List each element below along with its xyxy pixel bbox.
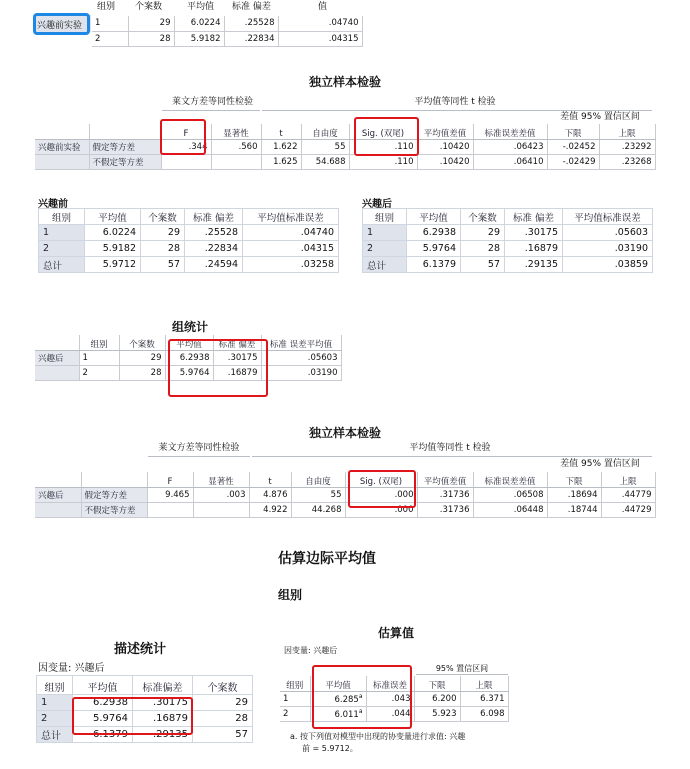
table-cell: .04740: [243, 225, 339, 241]
col-header-mean: 平均值: [187, 2, 215, 12]
table-cell: 29: [119, 350, 165, 365]
table-cell: .25528: [224, 16, 278, 31]
col-header-n: 个案数: [135, 2, 163, 12]
table-cell: .344: [161, 139, 211, 154]
estimates-note-line2: 前 = 5.9712。: [302, 744, 358, 753]
column-header: 显著性: [211, 124, 261, 139]
top-stats-table: [92, 16, 363, 47]
col-header-group: 组别: [97, 2, 116, 12]
estimates-note-line1: a. 按下列值对模型中出现的协变量进行求值: 兴趣: [290, 732, 466, 741]
table-cell: 57: [461, 257, 505, 273]
table-cell: .044: [366, 706, 414, 721]
table-cell: .03258: [243, 257, 339, 273]
table-cell: .16879: [505, 241, 563, 257]
column-header: F: [147, 472, 193, 487]
table-cell: 1: [79, 350, 119, 365]
column-header: 组别: [363, 209, 407, 225]
table-cell: 28: [119, 365, 165, 380]
table-cell: .16879: [213, 365, 261, 380]
table-cell: [161, 154, 211, 169]
estimates-title: 估算值: [378, 626, 415, 640]
table-cell: .110: [349, 154, 417, 169]
table-cell: .03190: [261, 365, 341, 380]
table-cell: .24594: [185, 257, 243, 273]
table-cell: 29: [461, 225, 505, 241]
group-stats-title: 组统计: [171, 320, 208, 334]
column-header: 组别: [39, 209, 85, 225]
table-cell: 4.876: [249, 487, 291, 502]
footnote-marker: a: [358, 707, 363, 715]
column-header: 个案数: [119, 335, 165, 350]
row-label: [35, 365, 79, 380]
estimates-ci-header: 95% 置信区间: [435, 664, 489, 673]
table-cell: 6.371: [460, 691, 508, 706]
row-label: 兴趣后: [35, 350, 79, 365]
table-cell: -.02452: [547, 139, 599, 154]
row-label-pre-experiment: 兴趣前实验: [35, 15, 91, 32]
table-cell: .04315: [243, 241, 339, 257]
table-cell: .44729: [601, 502, 655, 517]
table-cell: 6.1379: [407, 257, 461, 273]
estimate-value: 6.011: [334, 709, 359, 720]
table-cell: 29: [193, 695, 253, 711]
column-header: 显著性: [193, 472, 249, 487]
column-header: 平均值差值: [417, 124, 473, 139]
row-label: [35, 154, 89, 169]
post-table: [362, 208, 653, 273]
row-sublabel: 不假定等方差: [89, 154, 161, 169]
highlight-mean-sd: [168, 339, 268, 397]
table-cell: [211, 154, 261, 169]
column-header: 平均值: [165, 335, 213, 350]
footnote-marker: a: [358, 692, 363, 700]
table-cell: .44779: [601, 487, 655, 502]
estimate-value: 6.285: [334, 694, 359, 705]
table-cell: 6.2938: [407, 225, 461, 241]
pre-table: [38, 208, 339, 273]
column-header: 标准 误差平均值: [261, 335, 341, 350]
highlight-f: [160, 119, 206, 155]
table-cell: 44.268: [291, 502, 345, 517]
column-header: 自由度: [301, 124, 349, 139]
table-cell: 54.688: [301, 154, 349, 169]
table-cell: 55: [301, 139, 349, 154]
table-cell: .22834: [224, 31, 278, 46]
selection-highlight: [33, 13, 90, 35]
table-row: [39, 225, 339, 241]
column-header: t: [261, 124, 301, 139]
table-cell: .23292: [599, 139, 655, 154]
table-cell: 1: [363, 225, 407, 241]
table-cell: .05603: [563, 225, 653, 241]
table-cell: .25528: [185, 225, 243, 241]
table-cell: 2: [92, 31, 128, 46]
ttest2-ci-header: 差值 95% 置信区间: [560, 459, 640, 469]
table-row: [92, 16, 362, 31]
ttest1-ci-header: 差值 95% 置信区间: [560, 112, 640, 122]
table-cell: 2: [37, 711, 73, 727]
ttest2-ttest-header: 平均值等同性 t 检验: [409, 443, 491, 453]
table-row: [92, 31, 362, 46]
table-cell: [193, 502, 249, 517]
table-cell: 1: [92, 16, 128, 31]
highlight-estimates: [312, 665, 412, 729]
column-header: t: [249, 472, 291, 487]
table-cell: 9.465: [147, 487, 193, 502]
column-header: 组别: [79, 335, 119, 350]
column-header: Sig. (双尾): [345, 472, 417, 487]
ttest1-levene-header: 莱文方差等同性检验: [171, 97, 253, 107]
table-cell: 4.922: [249, 502, 291, 517]
column-header: 标准误差: [366, 676, 414, 691]
column-header: 组别: [280, 676, 310, 691]
column-header: 个案数: [461, 209, 505, 225]
table-cell: 57: [193, 727, 253, 743]
row-label: 兴趣后: [35, 487, 81, 502]
table-cell: .04315: [278, 31, 362, 46]
table-cell: .06448: [473, 502, 547, 517]
table-cell: .04740: [278, 16, 362, 31]
table-cell: 28: [141, 241, 185, 257]
table-cell: 1: [280, 691, 310, 706]
table-cell: .30175: [213, 350, 261, 365]
highlight-sig2: [348, 470, 416, 508]
table-cell: .06410: [473, 154, 547, 169]
table-cell: .03190: [563, 241, 653, 257]
table-cell: 6.0224: [174, 16, 224, 31]
row-label: [35, 502, 81, 517]
table-cell: 29: [141, 225, 185, 241]
row-label: 兴趣前实验: [35, 139, 89, 154]
post-table-title: 兴趣后: [362, 199, 392, 210]
column-header: 平均值: [73, 676, 133, 695]
table-cell: 29: [128, 16, 174, 31]
table-cell: 6.2938: [165, 350, 213, 365]
ttest2-grid: [35, 472, 656, 518]
row-sublabel: 假定等方差: [81, 487, 147, 502]
column-header: 标准误差差值: [473, 472, 547, 487]
table-cell: .29135: [133, 727, 193, 743]
table-cell: 6.200: [414, 691, 460, 706]
table-cell: 2: [363, 241, 407, 257]
ttest2-levene-header: 莱文方差等同性检验: [158, 443, 240, 453]
table-cell: .03859: [563, 257, 653, 273]
column-header: 组别: [37, 676, 73, 695]
table-row: [35, 487, 655, 502]
column-header: 平均值: [407, 209, 461, 225]
column-header: 上限: [599, 124, 655, 139]
table-row: [39, 241, 339, 257]
table-cell: [147, 502, 193, 517]
table-cell: 5.9712: [85, 257, 141, 273]
table-cell: .22834: [185, 241, 243, 257]
table-cell: .18694: [547, 487, 601, 502]
column-header: Sig. (双尾): [349, 124, 417, 139]
table-cell: 6.1379: [73, 727, 133, 743]
column-header: 平均值标准误差: [243, 209, 339, 225]
emm-title: 估算边际平均值: [278, 551, 376, 567]
table-cell: .05603: [261, 350, 341, 365]
column-header: 标准误差差值: [473, 124, 547, 139]
table-cell: .043: [366, 691, 414, 706]
table-cell: 1: [37, 695, 73, 711]
table-cell: 2: [39, 241, 85, 257]
column-header: 标准 偏差: [213, 335, 261, 350]
table-row: [39, 257, 339, 273]
ttest1-title: 独立样本检验: [308, 75, 381, 89]
row-sublabel: 假定等方差: [89, 139, 161, 154]
table-cell: 5.9764: [73, 711, 133, 727]
column-header: 下限: [414, 676, 460, 691]
column-header: 个案数: [193, 676, 253, 695]
table-cell: 2: [280, 706, 310, 721]
table-cell: .31736: [417, 502, 473, 517]
pre-table-title: 兴趣前: [38, 199, 68, 210]
highlight-desc: [72, 697, 193, 735]
column-header: 上限: [460, 676, 508, 691]
table-cell: .30175: [505, 225, 563, 241]
table-cell: .29135: [505, 257, 563, 273]
table-row: [35, 154, 655, 169]
table-cell: .06508: [473, 487, 547, 502]
row-sublabel: 不假定等方差: [81, 502, 147, 517]
table-cell: .16879: [133, 711, 193, 727]
col-header-se: 值: [318, 2, 328, 12]
table-cell: 总计: [39, 257, 85, 273]
desc-dep-var: 因变量: 兴趣后: [38, 663, 105, 674]
table-cell: 6.098: [460, 706, 508, 721]
column-header: 平均值标准误差: [563, 209, 653, 225]
table-cell: 55: [291, 487, 345, 502]
ttest1-grid: [35, 124, 656, 170]
table-cell: 5.9764: [165, 365, 213, 380]
table-cell: 28: [193, 711, 253, 727]
column-header: 自由度: [291, 472, 345, 487]
table-cell: .003: [193, 487, 249, 502]
table-row: [363, 241, 653, 257]
column-header: F: [161, 124, 211, 139]
ttest1-ttest-header: 平均值等同性 t 检验: [414, 97, 496, 107]
column-header: 个案数: [141, 209, 185, 225]
column-header: 平均值: [310, 676, 366, 691]
column-header: 标准 偏差: [505, 209, 563, 225]
table-row: [35, 139, 655, 154]
table-cell: .06423: [473, 139, 547, 154]
table-cell: 1.625: [261, 154, 301, 169]
table-cell: 57: [141, 257, 185, 273]
table-cell: .31736: [417, 487, 473, 502]
column-header: 标准偏差: [133, 676, 193, 695]
highlight-sig: [354, 117, 419, 156]
column-header: 下限: [547, 124, 599, 139]
column-header: 标准 偏差: [185, 209, 243, 225]
table-cell: 总计: [363, 257, 407, 273]
column-header: 平均值差值: [417, 472, 473, 487]
column-header: 下限: [547, 472, 601, 487]
table-row: [363, 225, 653, 241]
table-cell: .18744: [547, 502, 601, 517]
table-cell: 28: [128, 31, 174, 46]
table-row: [35, 502, 655, 517]
table-cell: .30175: [133, 695, 193, 711]
table-cell: 5.9764: [407, 241, 461, 257]
table-cell: .110: [349, 139, 417, 154]
ttest2-title: 独立样本检验: [308, 426, 381, 440]
col-header-sd: 标准 偏差: [232, 2, 271, 12]
table-cell: 5.923: [414, 706, 460, 721]
table-cell: -.02429: [547, 154, 599, 169]
table-cell: 28: [461, 241, 505, 257]
table-cell: .23268: [599, 154, 655, 169]
table-cell: .000: [345, 502, 417, 517]
table-cell: 5.9182: [174, 31, 224, 46]
column-header: 上限: [601, 472, 655, 487]
table-cell: .560: [211, 139, 261, 154]
table-cell: 总计: [37, 727, 73, 743]
column-header: 平均值: [85, 209, 141, 225]
table-cell: 6.0224: [85, 225, 141, 241]
table-cell: 5.9182: [85, 241, 141, 257]
emm-subtitle: 组别: [278, 588, 303, 602]
desc-title: 描述统计: [114, 642, 167, 657]
table-cell: .000: [345, 487, 417, 502]
table-cell: .10420: [417, 154, 473, 169]
table-cell: 6.2938: [73, 695, 133, 711]
table-cell: 2: [79, 365, 119, 380]
table-cell: .10420: [417, 139, 473, 154]
estimates-dep-var: 因变量: 兴趣后: [284, 646, 338, 655]
table-cell: 1: [39, 225, 85, 241]
table-cell: 1.622: [261, 139, 301, 154]
table-row: [363, 257, 653, 273]
